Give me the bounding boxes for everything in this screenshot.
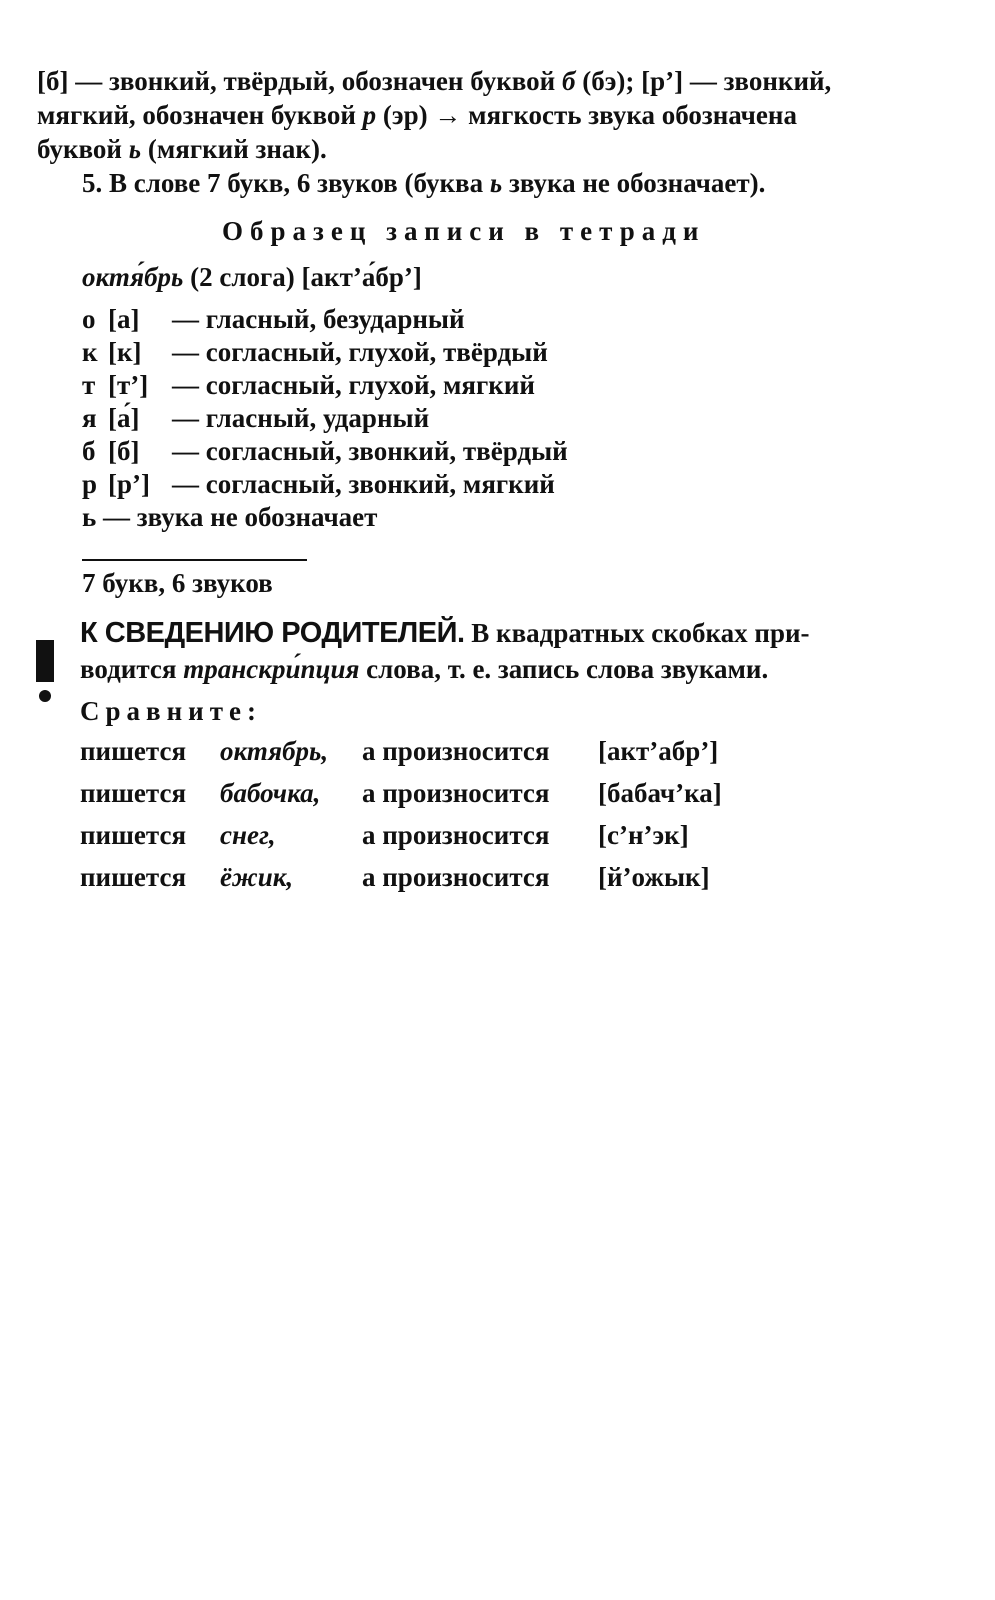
analysis-desc: — согласный, глухой, мягкий bbox=[172, 370, 535, 400]
analysis-sound: [а] bbox=[108, 304, 140, 334]
analysis-desc: — согласный, звонкий, твёрдый bbox=[172, 436, 568, 466]
intro-line-2 bbox=[37, 98, 797, 132]
sample-title: Образец записи в тетради bbox=[222, 216, 706, 246]
sample-total: 7 букв, 6 звуков bbox=[82, 568, 273, 598]
intro-line-1-end: (бэ); [р’] — звонкий, bbox=[575, 66, 832, 96]
analysis-desc: — гласный, безударный bbox=[172, 304, 465, 334]
sample-transcription: (2 слога) [акт’а́бр’] bbox=[183, 262, 422, 292]
compare-pronounced-label: а произносится bbox=[362, 862, 550, 892]
intro-line-3 bbox=[37, 132, 327, 166]
compare-written-label: пишется bbox=[80, 736, 187, 766]
intro-line-4 bbox=[82, 166, 765, 200]
compare-written-label: пишется bbox=[80, 820, 187, 850]
analysis-letter: о bbox=[82, 304, 96, 334]
analysis-letter: т bbox=[82, 370, 96, 400]
soft-sign-row: ь — звука не обозначает bbox=[82, 502, 378, 532]
compare-pronounced-label: а произносится bbox=[362, 820, 550, 850]
parents-heading: К СВЕДЕНИЮ РОДИТЕЛЕЙ. bbox=[80, 617, 465, 649]
intro-line-1 bbox=[37, 64, 831, 98]
compare-transcription: [бабач’ка] bbox=[598, 778, 722, 808]
letter-b-italic: б bbox=[561, 66, 576, 96]
analysis-row bbox=[82, 401, 429, 435]
parents-text-2-end: слова, т. е. запись слова звуками. bbox=[359, 654, 769, 684]
analysis-sound: [р’] bbox=[108, 469, 150, 499]
intro-line-2-text: мягкий, обозначен буквой bbox=[37, 100, 363, 130]
intro-line-4-text: 5. В слове 7 букв, 6 звуков (буква bbox=[82, 168, 490, 198]
parents-text-2: водится bbox=[80, 654, 184, 684]
compare-word: ёжик, bbox=[220, 862, 294, 892]
compare-transcription: [й’ожык] bbox=[598, 862, 710, 892]
soft-sign-italic: ь bbox=[128, 134, 142, 164]
analysis-letter: б bbox=[82, 436, 96, 466]
analysis-sound: [б] bbox=[108, 436, 140, 466]
compare-pronounced-label: а произносится bbox=[362, 778, 550, 808]
compare-word: бабочка, bbox=[220, 778, 321, 808]
parents-line-1 bbox=[80, 616, 810, 650]
analysis-sound: [а́] bbox=[108, 403, 140, 433]
sample-word: октя́брь bbox=[82, 262, 184, 292]
analysis-letter: к bbox=[82, 337, 98, 367]
compare-transcription: [с’н’эк] bbox=[598, 820, 689, 850]
exclamation-icon bbox=[34, 640, 56, 704]
analysis-desc: — согласный, звонкий, мягкий bbox=[172, 469, 555, 499]
letter-r-italic: р bbox=[362, 100, 377, 130]
compare-transcription: [акт’абр’] bbox=[598, 736, 719, 766]
analysis-sound: [к] bbox=[108, 337, 142, 367]
term-transcription: транскри́пция bbox=[183, 654, 360, 684]
compare-pronounced-label: а произносится bbox=[362, 736, 550, 766]
analysis-desc: — гласный, ударный bbox=[172, 403, 430, 433]
sample-word-line bbox=[82, 260, 422, 294]
compare-label: Сравните: bbox=[80, 696, 262, 726]
intro-line-2-end: (эр) → мягкость звука обозначена bbox=[376, 100, 797, 130]
compare-written-label: пишется bbox=[80, 862, 187, 892]
analysis-row bbox=[82, 434, 568, 468]
parents-text-1: В квадратных скобках при- bbox=[464, 618, 810, 648]
analysis-desc: — согласный, глухой, твёрдый bbox=[172, 337, 548, 367]
intro-line-3-text: буквой bbox=[37, 134, 129, 164]
analysis-row bbox=[82, 368, 535, 402]
analysis-row bbox=[82, 302, 465, 336]
intro-line-1-text: [б] — звонкий, твёрдый, обозначен буквой bbox=[37, 66, 562, 96]
compare-word: снег, bbox=[220, 820, 276, 850]
total-divider bbox=[82, 559, 307, 561]
analysis-row bbox=[82, 335, 548, 369]
intro-line-3-end: (мягкий знак). bbox=[141, 134, 327, 164]
analysis-letter: р bbox=[82, 469, 98, 499]
analysis-row bbox=[82, 467, 555, 501]
compare-written-label: пишется bbox=[80, 778, 187, 808]
compare-word: октябрь, bbox=[220, 736, 329, 766]
analysis-sound: [т’] bbox=[108, 370, 149, 400]
soft-sign-italic-2: ь bbox=[489, 168, 503, 198]
analysis-letter: я bbox=[82, 403, 97, 433]
parents-line-2 bbox=[80, 652, 768, 686]
intro-line-4-end: звука не обозначает). bbox=[502, 168, 766, 198]
